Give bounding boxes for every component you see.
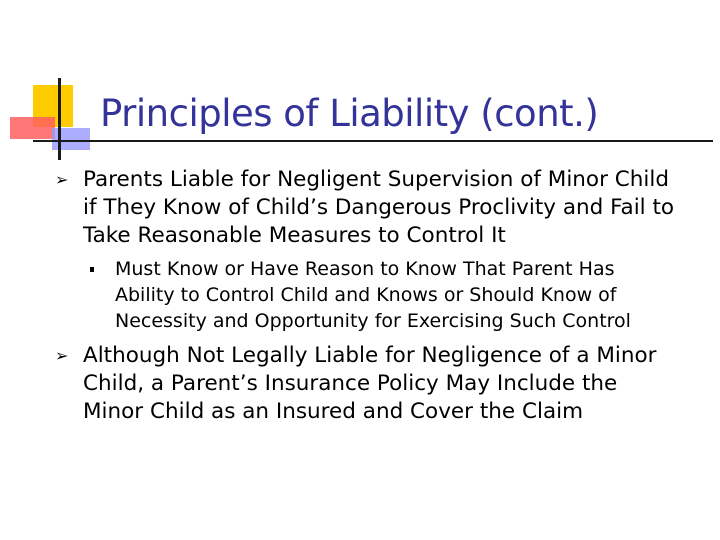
- arrow-bullet-icon: ➢: [55, 170, 69, 189]
- logo-vertical-line: [58, 78, 61, 160]
- arrow-bullet-icon: ➢: [55, 346, 69, 365]
- sub-bullet-1-text: Must Know or Have Reason to Know That Parent Has Ability to Control Child and Knows or Should Know of Necessity and Opportunity for Exercising Such Control: [115, 258, 631, 332]
- logo-red-block: [10, 117, 55, 139]
- bullet-2: [55, 342, 675, 426]
- slide-content: [55, 166, 675, 426]
- sub-bullet-1: [55, 256, 675, 334]
- title-underline: [33, 140, 713, 142]
- slide-title: Principles of Liability (cont.): [100, 92, 599, 135]
- bullet-1: [55, 166, 675, 250]
- bullet-2-text: Although Not Legally Liable for Negligence of a Minor Child, a Parent’s Insurance Policy May Include the Minor Child as an Insured and Cover the Claim: [83, 343, 657, 424]
- bullet-1-text: Parents Liable for Negligent Supervision of Minor Child if They Know of Child’s Dangerous Proclivity and Fail to Take Reasonable Measures to Control It: [83, 167, 675, 248]
- square-bullet-icon: [90, 267, 94, 272]
